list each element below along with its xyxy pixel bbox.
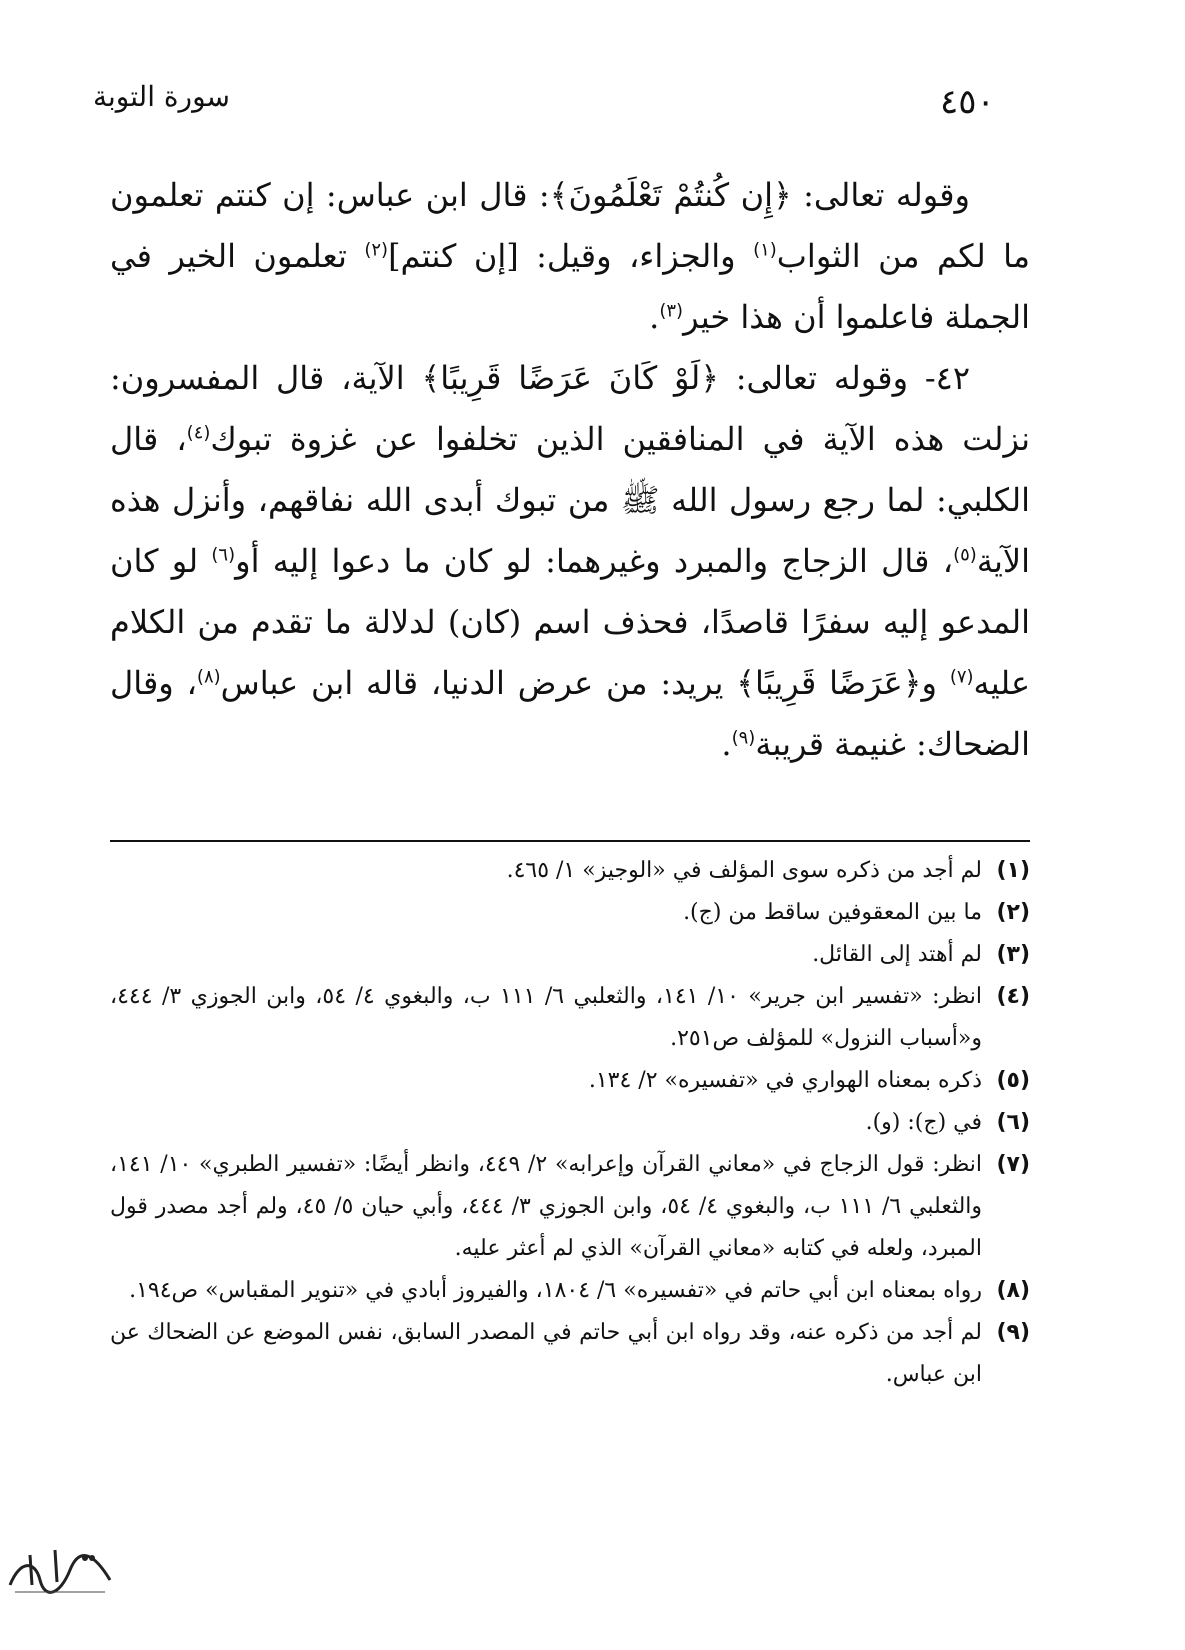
main-text [110, 165, 1030, 775]
quran-verse: ﴿إِن كُنتُمْ تَعْلَمُونَ﴾ [549, 176, 792, 214]
footnote-ref[interactable]: (٩) [731, 727, 756, 749]
footnote-divider [110, 840, 1030, 842]
book-page [92, 60, 1031, 1620]
footnote-item [110, 1102, 1030, 1144]
footnote-text: لم أجد من ذكره عنه، وقد رواه ابن أبي حاتم في المصدر السابق، نفس الموضع عن الضحاك عن ابن عباس. [110, 1320, 982, 1387]
paragraph-2 [110, 348, 1030, 775]
footnote-ref[interactable]: (٦) [211, 544, 236, 566]
footnote-number: (٥) [996, 1068, 1030, 1093]
footnote-ref[interactable]: (١) [753, 239, 777, 261]
footnote-text: انظر: قول الزجاج في «معاني القرآن وإعرابه» ٢/ ٤٤٩، وانظر أيضًا: «تفسير الطبري» ١٠/ ١٤١، والثعلبي ٦/ ١١١ ب، والبغوي ٤/ ٥٤، وابن الجوزي ٣/ ٤٤٤، وأبي حيان ٥/ ٤٥، ولم أجد مصدر قول المبرد، ولعله في كتابه «معاني القرآن» الذي لم أعثر عليه. [110, 1152, 983, 1261]
footnote-item [110, 1144, 1030, 1270]
text-segment: ، قال الكلبي: لما رجع رسول الله ﷺ من تبوك أبدى الله نفاقهم، وأنزل هذه الآية [110, 420, 1031, 580]
footnote-text: لم أهتد إلى القائل. [812, 942, 982, 967]
footnote-number: (٨) [996, 1278, 1030, 1303]
footnote-text: لم أجد من ذكره سوى المؤلف في «الوجيز» ١/ ٤٦٥. [506, 858, 982, 883]
footnote-ref[interactable]: (٥) [953, 544, 977, 566]
footnote-item [110, 1312, 1030, 1396]
quran-verse: ﴿لَوْ كَانَ عَرَضًا قَرِيبًا﴾ [421, 359, 719, 397]
footnote-text: رواه بمعناه ابن أبي حاتم في «تفسيره» ٦/ ١٨٠٤، والفيروز أبادي في «تنوير المقباس» ص١٩٤. [129, 1278, 982, 1303]
footnote-number: (١) [996, 858, 1030, 883]
footnote-text: في (ج): (و). [865, 1110, 982, 1135]
text-segment: ، قال الزجاج والمبرد وغيرهما: لو كان ما دعوا إليه أو [235, 542, 954, 580]
footnote-number: (٧) [996, 1152, 1030, 1177]
footnote-number: (٩) [996, 1320, 1030, 1345]
footnote-ref[interactable]: (٧) [949, 666, 974, 688]
text-segment: و [921, 664, 950, 702]
footnote-ref[interactable]: (٤) [186, 422, 211, 444]
page-header [92, 60, 1030, 130]
footnote-item [110, 892, 1030, 934]
almoshtaq-logo-icon [0, 1540, 120, 1600]
footnote-text: انظر: «تفسير ابن جرير» ١٠/ ١٤١، والثعلبي ٦/ ١١١ ب، والبغوي ٤/ ٥٤، وابن الجوزي ٣/ ٤٤٤، و«أسباب النزول» للمؤلف ص٢٥١. [110, 984, 982, 1051]
footnote-number: (٣) [996, 942, 1030, 967]
footnote-text: ما بين المعقوفين ساقط من (ج). [683, 900, 982, 925]
text-segment: يريد: من عرض الدنيا، قاله ابن عباس [220, 664, 737, 702]
text-segment: . [721, 725, 732, 763]
paragraph-1 [110, 165, 1030, 348]
text-segment: ٤٢- وقوله تعالى: [718, 359, 970, 397]
footnote-item [110, 934, 1030, 976]
footnote-ref[interactable]: (٨) [196, 666, 221, 688]
footnote-item [110, 1270, 1030, 1312]
footnotes-list [110, 850, 1030, 1396]
footnote-text: ذكره بمعناه الهواري في «تفسيره» ٢/ ١٣٤. [588, 1068, 982, 1093]
text-segment: الآية، قال المفسرون: نزلت هذه الآية في المنافقين الذين تخلفوا عن غزوة تبوك [110, 359, 1031, 458]
text-segment: لو كان المدعو إليه سفرًا قاصدًا، فحذف اسم (كان) لدلالة ما تقدم من الكلام عليه [110, 542, 1031, 702]
page-number: ٤٥٠ [940, 82, 995, 122]
text-segment: وقوله تعالى: [791, 176, 971, 214]
text-segment: . [649, 298, 660, 336]
footnote-item [110, 976, 1030, 1060]
footnote-item [110, 1060, 1030, 1102]
text-segment: ، وقال الضحاك: غنيمة قريبة [110, 664, 1030, 763]
text-segment: تعلمون الخير في الجملة فاعلموا أن هذا خير [110, 237, 1030, 336]
footnote-number: (٤) [996, 984, 1030, 1009]
text-segment: : قال ابن عباس: إن كنتم تعلمون ما لكم من الثواب [110, 176, 1031, 275]
surah-title: سورة التوبة [92, 80, 230, 113]
footnote-ref[interactable]: (٣) [659, 300, 684, 322]
footnote-item [110, 850, 1030, 892]
footnote-ref[interactable]: (٢) [364, 239, 389, 261]
text-segment: والجزاء، وقيل: [إن كنتم] [388, 237, 754, 275]
calligraphy-watermark-icon [0, 1540, 120, 1600]
footnote-number: (٢) [996, 900, 1030, 925]
footnote-number: (٦) [996, 1110, 1030, 1135]
quran-verse: ﴿عَرَضًا قَرِيبًا﴾ [736, 664, 922, 702]
